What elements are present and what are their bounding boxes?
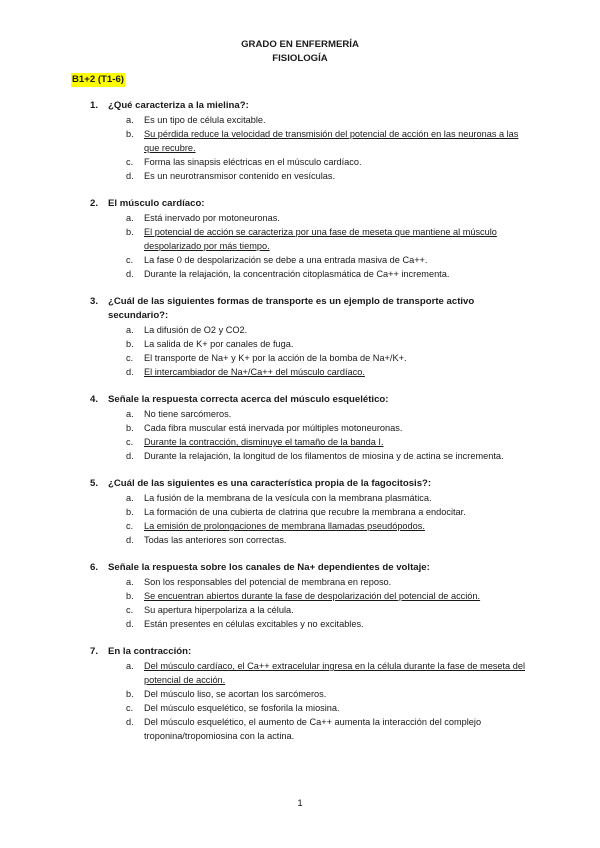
- option-letter: c.: [126, 437, 134, 447]
- option-correct: [90, 519, 530, 533]
- option: [90, 603, 530, 617]
- degree-title: GRADO EN ENFERMERÍA: [241, 39, 359, 50]
- option: [90, 617, 530, 631]
- question-stem: [90, 645, 530, 659]
- question-number: 1.: [90, 100, 99, 111]
- option-letter: d.: [126, 367, 134, 377]
- option-text: No tiene sarcómeros.: [144, 409, 232, 419]
- question-item: [90, 197, 530, 281]
- option-letter: b.: [126, 507, 134, 517]
- option: [90, 449, 530, 463]
- option-list: [90, 113, 530, 183]
- option-text: Forma las sinapsis eléctricas en el músculo cardíaco.: [144, 157, 362, 167]
- option-text: Del músculo liso, se acortan los sarcómeros.: [144, 689, 327, 699]
- option-text: La salida de K+ por canales de fuga.: [144, 339, 294, 349]
- option-text: Están presentes en células excitables y no excitables.: [144, 619, 364, 629]
- question-stem: [90, 295, 530, 323]
- question-stem: [90, 99, 530, 113]
- option-letter: a.: [126, 493, 134, 503]
- option-list: [90, 211, 530, 281]
- option: [90, 491, 530, 505]
- option-text: La fusión de la membrana de la vesícula con la membrana plasmática.: [144, 493, 432, 503]
- option-letter: c.: [126, 703, 134, 713]
- option-text: Todas las anteriores son correctas.: [144, 535, 287, 545]
- option-correct: [90, 659, 530, 687]
- question-text: En la contracción:: [108, 646, 192, 657]
- option-letter: b.: [126, 689, 134, 699]
- option-letter: a.: [126, 213, 134, 223]
- question-stem: [90, 393, 530, 407]
- option-letter: a.: [126, 115, 134, 125]
- option-letter: b.: [126, 591, 134, 601]
- option-text: Durante la relajación, la concentración citoplasmática de Ca++ incrementa.: [144, 269, 450, 279]
- question-number: 2.: [90, 198, 99, 209]
- option-text: Cada fibra muscular está inervada por múltiples motoneuronas.: [144, 423, 403, 433]
- option-text: Del músculo cardíaco, el Ca++ extracelular ingresa en la célula durante la fase de meseta del potencial de acción.: [144, 661, 525, 685]
- option-letter: c.: [126, 255, 134, 265]
- option-text: Durante la relajación, la longitud de los filamentos de miosina y de actina se incrementa.: [144, 451, 504, 461]
- question-text: Señale la respuesta sobre los canales de Na+ dependientes de voltaje:: [108, 562, 430, 573]
- question-list: [90, 99, 530, 757]
- option-text: Está inervado por motoneuronas.: [144, 213, 280, 223]
- option: [90, 407, 530, 421]
- option: [90, 687, 530, 701]
- option: [90, 575, 530, 589]
- option-correct: [90, 589, 530, 603]
- option-text: El intercambiador de Na+/Ca++ del músculo cardíaco.: [144, 367, 365, 377]
- option: [90, 421, 530, 435]
- option-correct: [90, 225, 530, 253]
- option-letter: a.: [126, 661, 134, 671]
- option-letter: c.: [126, 157, 134, 167]
- option-correct: [90, 127, 530, 155]
- option-letter: c.: [126, 521, 134, 531]
- option-text: El potencial de acción se caracteriza por una fase de meseta que mantiene al músculo despolarizado por más tiempo.: [144, 227, 497, 251]
- option-correct: [90, 365, 530, 379]
- option-correct: [90, 435, 530, 449]
- document-header: [0, 38, 600, 66]
- option-text: Es un tipo de célula excitable.: [144, 115, 266, 125]
- option-letter: a.: [126, 325, 134, 335]
- option-text: Son los responsables del potencial de membrana en reposo.: [144, 577, 392, 587]
- option: [90, 253, 530, 267]
- option: [90, 505, 530, 519]
- option-letter: b.: [126, 339, 134, 349]
- option-text: Su apertura hiperpolariza a la célula.: [144, 605, 294, 615]
- option-letter: c.: [126, 605, 134, 615]
- option-text: Es un neurotransmisor contenido en vesículas.: [144, 171, 335, 181]
- question-text: El músculo cardíaco:: [108, 198, 205, 209]
- option: [90, 155, 530, 169]
- option-text: Se encuentran abiertos durante la fase de despolarización del potencial de acción.: [144, 591, 481, 601]
- option: [90, 267, 530, 281]
- question-number: 7.: [90, 646, 99, 657]
- question-number: 6.: [90, 562, 99, 573]
- option-letter: d.: [126, 451, 134, 461]
- option-text: Del músculo esquelético, se fosforila la miosina.: [144, 703, 340, 713]
- option-letter: d.: [126, 717, 134, 727]
- option-text: Su pérdida reduce la velocidad de transmisión del potencial de acción en las neuronas a las que recubre.: [144, 129, 519, 153]
- option: [90, 169, 530, 183]
- option-text: La emisión de prolongaciones de membrana llamadas pseudópodos.: [144, 521, 425, 531]
- question-item: [90, 645, 530, 743]
- question-number: 5.: [90, 478, 99, 489]
- option-letter: d.: [126, 619, 134, 629]
- option-list: [90, 407, 530, 463]
- question-item: [90, 561, 530, 631]
- subject-title: FISIOLOGÍA: [272, 53, 328, 64]
- option-letter: a.: [126, 409, 134, 419]
- question-text: ¿Cuál de las siguientes es una característica propia de la fagocitosis?:: [108, 478, 432, 489]
- page-number: 1: [297, 798, 303, 809]
- option-letter: a.: [126, 577, 134, 587]
- question-stem: [90, 197, 530, 211]
- option-text: Del músculo esquelético, el aumento de Ca++ aumenta la interacción del complejo troponina/tropomiosina con la actina.: [144, 717, 482, 741]
- option-letter: b.: [126, 129, 134, 139]
- option: [90, 533, 530, 547]
- option-text: La formación de una cubierta de clatrina que recubre la membrana a endocitar.: [144, 507, 466, 517]
- question-item: [90, 99, 530, 183]
- option-list: [90, 575, 530, 631]
- question-text: ¿Cuál de las siguientes formas de transporte es un ejemplo de transporte activo secundario?:: [108, 296, 475, 321]
- question-number: 4.: [90, 394, 99, 405]
- option: [90, 113, 530, 127]
- question-number: 3.: [90, 296, 99, 307]
- option-letter: c.: [126, 353, 134, 363]
- option-list: [90, 323, 530, 379]
- option: [90, 351, 530, 365]
- option-text: El transporte de Na+ y K+ por la acción de la bomba de Na+/K+.: [144, 353, 407, 363]
- option-list: [90, 491, 530, 547]
- option: [90, 715, 530, 743]
- option-text: Durante la contracción, disminuye el tamaño de la banda I.: [144, 437, 384, 447]
- option: [90, 323, 530, 337]
- option-letter: d.: [126, 535, 134, 545]
- option-list: [90, 659, 530, 743]
- option: [90, 211, 530, 225]
- question-item: [90, 295, 530, 379]
- question-text: ¿Qué caracteriza a la mielina?:: [108, 100, 249, 111]
- block-tag: B1+2 (T1-6): [72, 74, 124, 85]
- question-text: Señale la respuesta correcta acerca del músculo esquelético:: [108, 394, 389, 405]
- question-stem: [90, 477, 530, 491]
- option-letter: d.: [126, 171, 134, 181]
- option: [90, 337, 530, 351]
- option-text: La fase 0 de despolarización se debe a una entrada masiva de Ca++.: [144, 255, 428, 265]
- question-item: [90, 477, 530, 547]
- option-letter: b.: [126, 227, 134, 237]
- option-letter: b.: [126, 423, 134, 433]
- question-stem: [90, 561, 530, 575]
- question-item: [90, 393, 530, 463]
- option-text: La difusión de O2 y CO2.: [144, 325, 248, 335]
- option-letter: d.: [126, 269, 134, 279]
- option: [90, 701, 530, 715]
